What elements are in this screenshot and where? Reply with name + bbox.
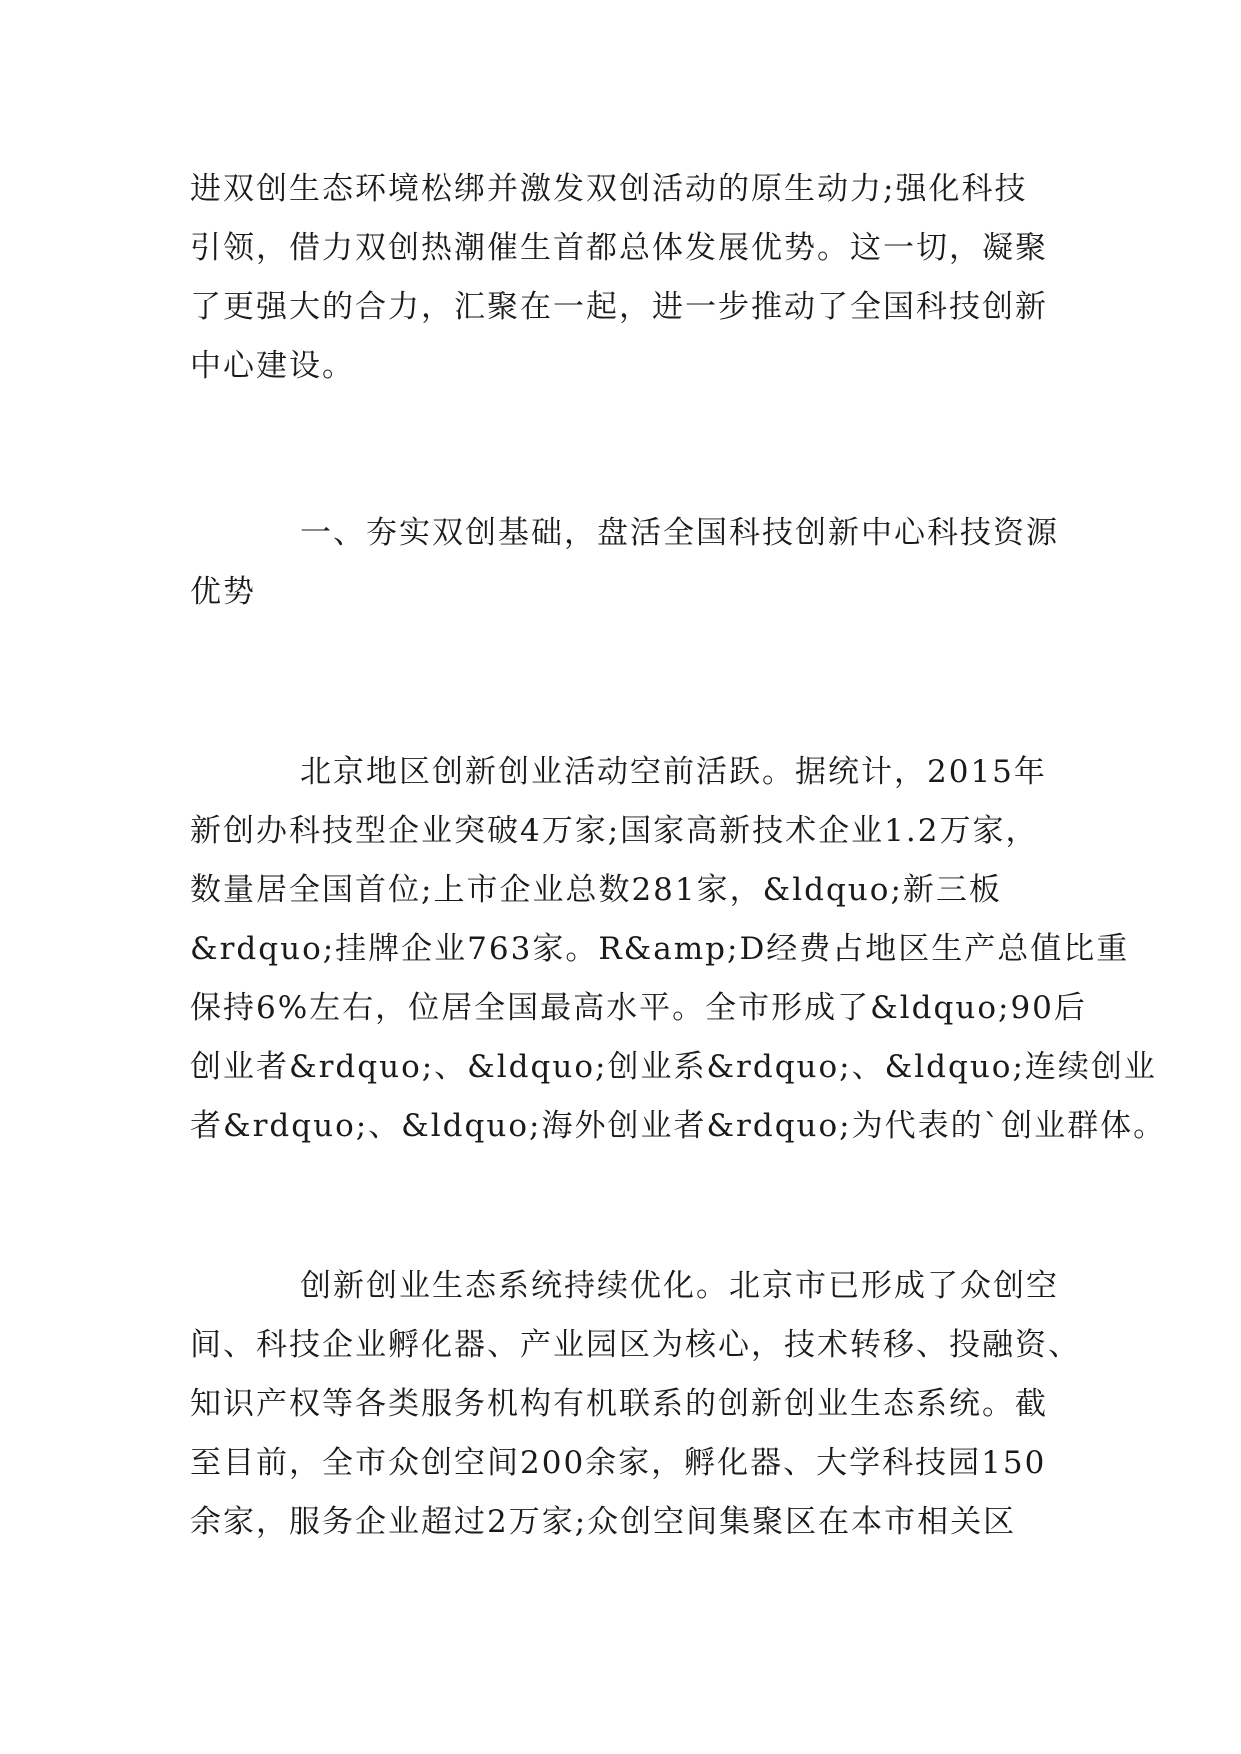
paragraph-line: 北京地区创新创业活动空前活跃。据统计，2015年 (300, 754, 1047, 790)
paragraph-line: 知识产权等各类服务机构有机联系的创新创业生态系统。截 (190, 1386, 1048, 1422)
heading-line: 优势 (190, 574, 256, 610)
paragraph-line: 余家，服务企业超过2万家;众创空间集聚区在本市相关区 (190, 1504, 1017, 1540)
paragraph-line: 至目前，全市众创空间200余家，孵化器、大学科技园150 (190, 1445, 1047, 1481)
paragraph-line: 者&rdquo;、&ldquo;海外创业者&rdquo;为代表的`创业群体。 (190, 1108, 1167, 1144)
paragraph-line: 新创办科技型企业突破4万家;国家高新技术企业1.2万家， (190, 813, 1039, 849)
section-heading-one (190, 504, 1060, 622)
paragraph-ecosystem (190, 1257, 1081, 1552)
paragraph-line: 数量居全国首位;上市企业总数281家，&ldquo;新三板 (190, 872, 1002, 908)
paragraph-line: 创新创业生态系统持续优化。北京市已形成了众创空 (300, 1268, 1059, 1304)
paragraph-line: &rdquo;挂牌企业763家。R&amp;D经费占地区生产总值比重 (190, 931, 1130, 967)
paragraph-intro-continuation (190, 160, 1060, 396)
paragraph-line: 保持6%左右，位居全国最高水平。全市形成了&ldquo;90后 (190, 990, 1087, 1026)
paragraph-line: 引领，借力双创热潮催生首都总体发展优势。这一切，凝聚 (190, 230, 1048, 266)
paragraph-line: 进双创生态环境松绑并激发双创活动的原生动力;强化科技 (190, 171, 1028, 207)
paragraph-line: 创业者&rdquo;、&ldquo;创业系&rdquo;、&ldquo;连续创业 (190, 1049, 1157, 1085)
paragraph-line: 了更强大的合力，汇聚在一起，进一步推动了全国科技创新 (190, 289, 1048, 325)
paragraph-line: 中心建设。 (190, 348, 355, 384)
paragraph-innovation-activity (190, 743, 1167, 1156)
paragraph-line: 间、科技企业孵化器、产业园区为核心，技术转移、投融资、 (190, 1327, 1081, 1363)
heading-line: 一、夯实双创基础，盘活全国科技创新中心科技资源 (300, 515, 1059, 551)
